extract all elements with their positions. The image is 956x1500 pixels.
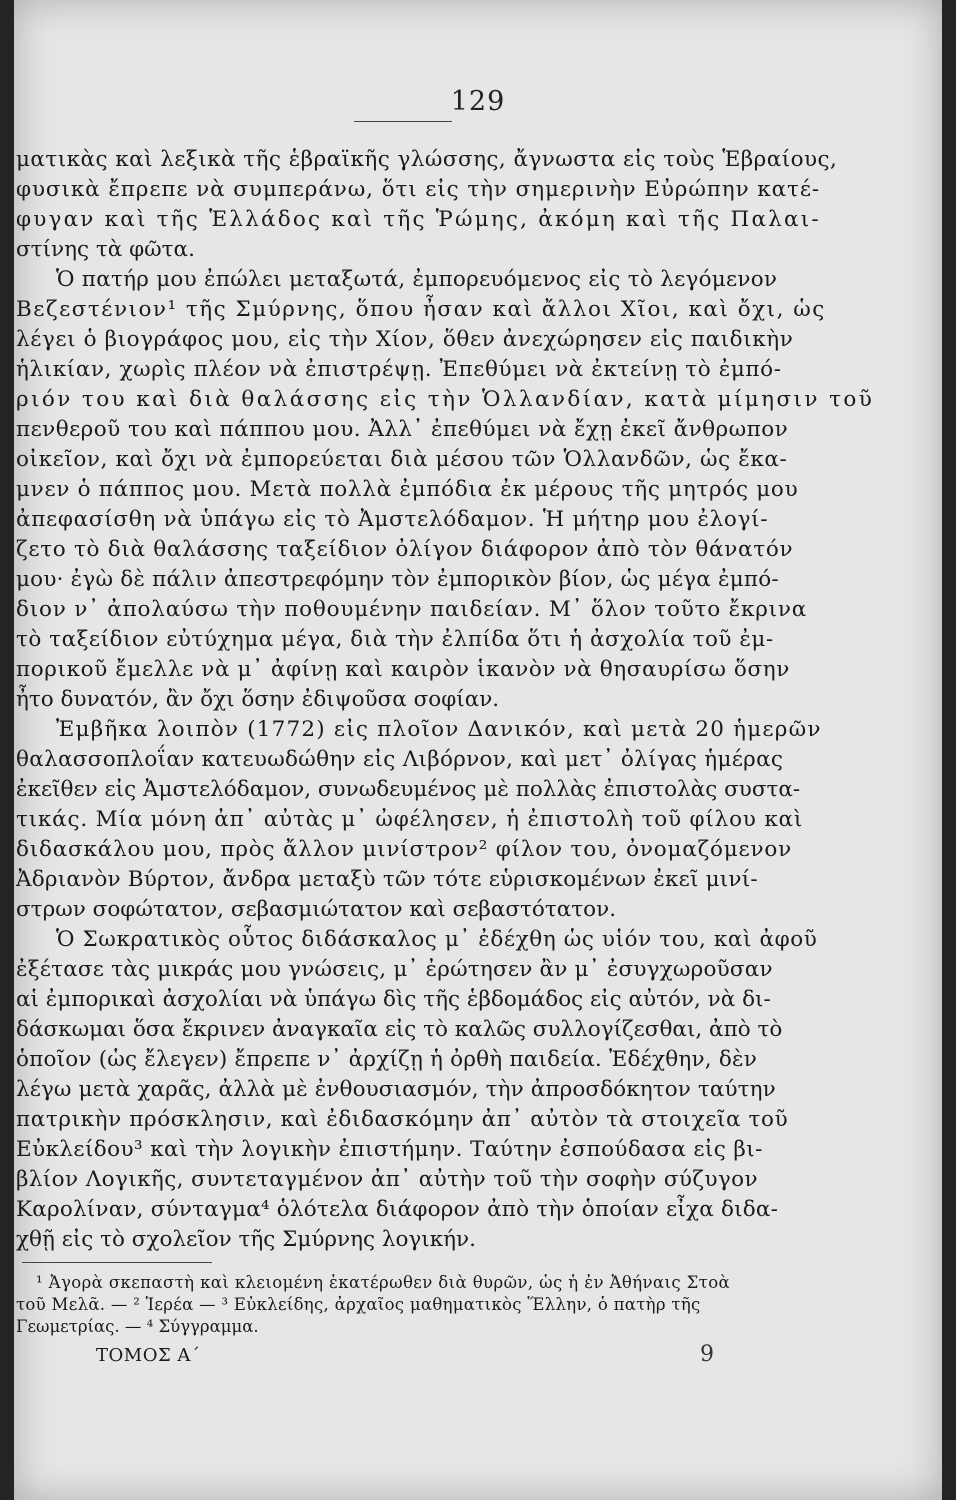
text-line: ἦτο δυνατόν, ἂν ὄχι ὅσην ἐδιψοῦσα σοφίαν. — [16, 687, 500, 712]
text-line: στρων σοφώτατον, σεβασμιώτατον καὶ σεβαστότατον. — [16, 897, 617, 922]
text-line: Ὁ πατήρ μου ἐπώλει μεταξωτά, ἐμπορευόμενος εἰς τὸ λεγόμενον — [56, 267, 778, 292]
text-line: Ἀδριανὸν Βύρτον, ἄνδρα μεταξὺ τῶν τότε εὑρισκομένων ἐκεῖ μινί- — [16, 867, 758, 892]
text-line: πατρικὴν πρόσκλησιν, καὶ ἐδιδασκόμην ἀπ᾽ αὐτὸν τὰ στοιχεῖα τοῦ — [16, 1107, 789, 1132]
text-line: ἐξέτασε τὰς μικράς μου γνώσεις, μ᾽ ἐρώτησεν ἂν μ᾽ ἐσυγχωροῦσαν — [16, 957, 773, 982]
footnote-line: Γεωμετρίας. — ⁴ Σύγγραμμα. — [16, 1317, 259, 1336]
footnote-line: ¹ Ἀγορὰ σκεπαστὴ καὶ κλειομένη ἑκατέρωθεν διὰ θυρῶν, ὡς ἡ ἐν Ἀθήναις Στοὰ — [36, 1273, 731, 1292]
text-line: φυσικὰ ἔπρεπε νὰ συμπεράνω, ὅτι εἰς τὴν σημερινὴν Εὐρώπην κατέ- — [16, 177, 821, 202]
text-line: διον ν᾽ ἀπολαύσω τὴν ποθουμένην παιδείαν. Μ᾽ ὅλον τοῦτο ἔκρινα — [16, 597, 808, 622]
text-line: ἡλικίαν, χωρὶς πλέον νὰ ἐπιστρέψῃ. Ἐπεθύμει νὰ ἐκτείνῃ τὸ ἐμπό- — [16, 357, 782, 382]
text-line: αἱ ἐμπορικαὶ ἀσχολίαι νὰ ὑπάγω δὶς τῆς ἑβδομάδος εἰς αὐτόν, νὰ δι- — [16, 987, 771, 1012]
text-line: ριόν του καὶ διὰ θαλάσσης εἰς τὴν Ὁλλανδίαν, κατὰ μίμησιν τοῦ — [16, 387, 875, 412]
text-line: πορικοῦ ἔμελλε νὰ μ᾽ ἀφίνῃ καὶ καιρὸν ἱκανὸν νὰ θησαυρίσω ὅσην — [16, 657, 790, 682]
text-line: διδασκάλου μου, πρὸς ἄλλον μινίστρον² φίλον του, ὀνομαζόμενον — [16, 837, 792, 862]
text-line: λέγω μετὰ χαρᾶς, ἀλλὰ μὲ ἐνθουσιασμόν, τὴν ἀπροσδόκητον ταύτην — [16, 1077, 776, 1102]
text-line: Καρολίναν, σύνταγμα⁴ ὁλότελα διάφορον ἀπὸ τὴν ὁποίαν εἶχα διδα- — [16, 1197, 779, 1222]
text-line: Ὁ Σωκρατικὸς οὗτος διδάσκαλος μ᾽ ἐδέχθη ὡς υἱόν του, καὶ ἀφοῦ — [56, 927, 818, 952]
text-line: φυγαν καὶ τῆς Ἑλλάδος καὶ τῆς Ῥώμης, ἀκόμη καὶ τῆς Παλαι- — [16, 207, 821, 232]
text-line: οἰκεῖον, καὶ ὄχι νὰ ἐμπορεύεται διὰ μέσου τῶν Ὁλλανδῶν, ὡς ἔκα- — [16, 447, 788, 472]
text-line: χθῇ εἰς τὸ σχολεῖον τῆς Σμύρνης λογικήν. — [16, 1227, 476, 1252]
text-line: ζετο τὸ διὰ θαλάσσης ταξείδιον ὀλίγον διάφορον ἀπὸ τὸν θάνατόν — [16, 537, 794, 562]
text-line: βλίον Λογικῆς, συντεταγμένον ἀπ᾽ αὐτὴν τοῦ τὴν σοφὴν σύζυγον — [16, 1167, 758, 1192]
text-line: Ἐμβῆκα λοιπὸν (1772) εἰς πλοῖον Δανικόν, καὶ μετὰ 20 ἡμερῶν — [56, 717, 822, 742]
footnote-rule — [22, 1262, 212, 1263]
text-line: ὁποῖον (ὡς ἔλεγεν) ἔπρεπε ν᾽ ἀρχίζῃ ἡ ὀρθὴ παιδεία. Ἐδέχθην, δὲν — [16, 1047, 757, 1072]
text-line: δάσκωμαι ὅσα ἔκρινεν ἀναγκαῖα εἰς τὸ καλῶς συλλογίζεσθαι, ἀπὸ τὸ — [16, 1017, 783, 1042]
text-line: τικάς. Μία μόνη ἀπ᾽ αὐτὰς μ᾽ ὠφέλησεν, ἡ ἐπιστολὴ τοῦ φίλου καὶ — [16, 807, 804, 832]
text-line: ἀπεφασίσθη νὰ ὑπάγω εἰς τὸ Ἀμστελόδαμον. Ἡ μήτηρ μου ἐλογί- — [16, 507, 769, 532]
text-line: μνεν ὁ πάππος μου. Μετὰ πολλὰ ἐμπόδια ἐκ μέρους τῆς μητρός μου — [16, 477, 799, 502]
text-line: πενθεροῦ του καὶ πάππου μου. Ἀλλ᾽ ἐπεθύμει νὰ ἔχῃ ἐκεῖ ἄνθρωπον — [16, 417, 789, 442]
text-line: ἐκεῖθεν εἰς Ἀμστελόδαμον, συνωδευμένος μὲ πολλὰς ἐπιστολὰς συστα- — [16, 777, 801, 802]
text-line: Εὐκλείδου³ καὶ τὴν λογικὴν ἐπιστήμην. Ταύτην ἐσπούδασα εἰς βι- — [16, 1137, 763, 1162]
text-line: μου· ἐγὼ δὲ πάλιν ἀπεστρεφόμην τὸν ἐμπορικὸν βίον, ὡς μέγα ἐμπό- — [16, 567, 779, 592]
page-number-rule — [354, 121, 452, 122]
sheet-number: 9 — [700, 1342, 714, 1367]
book-page — [14, 0, 942, 1500]
page-number: 129 — [450, 86, 506, 117]
text-line: ματικὰς καὶ λεξικὰ τῆς ἑβραϊκῆς γλώσσης, ἄγνωστα εἰς τοὺς Ἑβραίους, — [16, 147, 838, 172]
footnote-line: τοῦ Μελᾶ. — ² Ἱερέα — ³ Εὐκλείδης, ἀρχαῖος μαθηματικὸς Ἕλλην, ὁ πατὴρ τῆς — [16, 1295, 701, 1314]
text-line: τὸ ταξείδιον εὐτύχημα μέγα, διὰ τὴν ἐλπίδα ὅτι ἡ ἀσχολία τοῦ ἐμ- — [16, 627, 774, 652]
text-line: θαλασσοπλοΐαν κατευωδώθην εἰς Λιβόρνον, καὶ μετ᾽ ὀλίγας ἡμέρας — [16, 747, 784, 772]
volume-signature: ΤΟΜΟΣ Α΄ — [96, 1345, 201, 1366]
text-line: Βεζεστένιον¹ τῆς Σμύρνης, ὅπου ἦσαν καὶ ἄλλοι Χῖοι, καὶ ὄχι, ὡς — [16, 297, 826, 322]
text-line: στίνης τὰ φῶτα. — [16, 237, 195, 262]
text-line: λέγει ὁ βιογράφος μου, εἰς τὴν Χίον, ὅθεν ἀνεχώρησεν εἰς παιδικὴν — [16, 327, 794, 352]
